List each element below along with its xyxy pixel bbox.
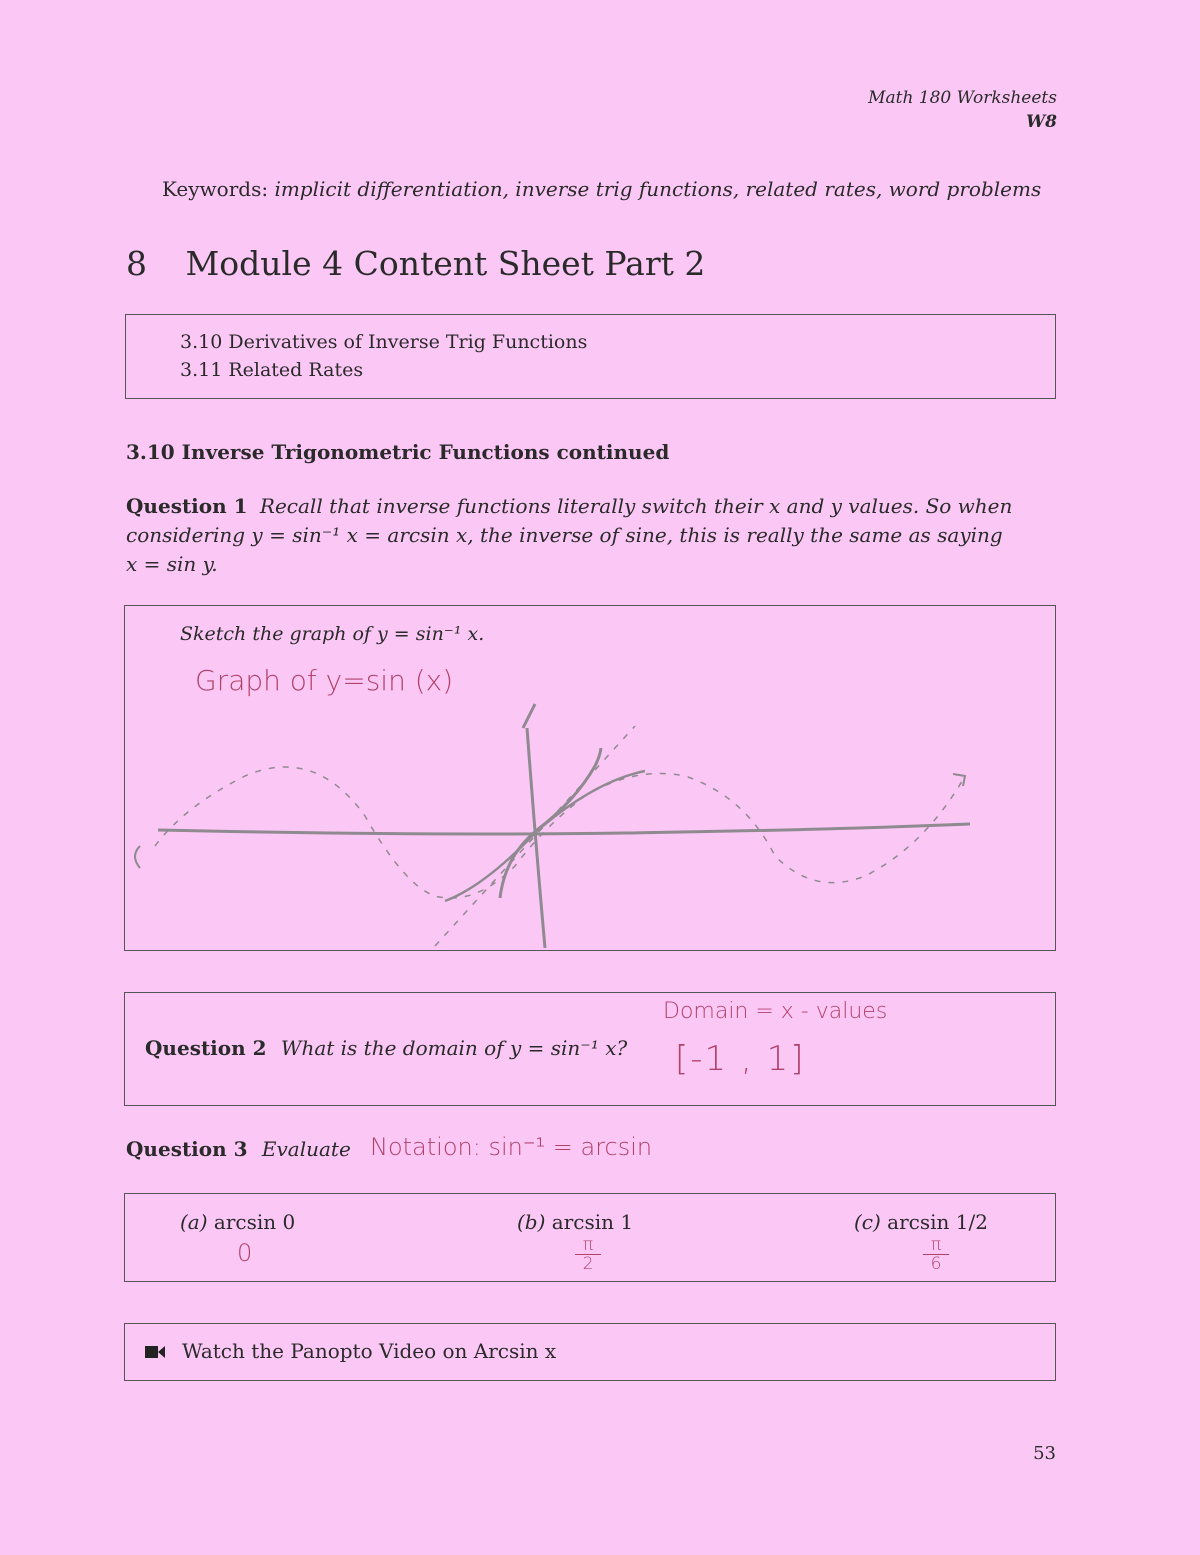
right-arrow-mark xyxy=(953,774,965,786)
question-3-parts-box xyxy=(124,1193,1056,1282)
question-2-box xyxy=(124,992,1056,1106)
keywords-label: Keywords: xyxy=(162,177,269,201)
worksheet-code: W8 xyxy=(1026,112,1057,132)
question-3-text: Evaluate xyxy=(261,1137,351,1161)
part-b-answer-num: π xyxy=(575,1236,601,1255)
part-b-answer xyxy=(575,1236,601,1273)
video-camera-icon xyxy=(145,1344,165,1360)
part-b-expr: arcsin 1 xyxy=(551,1210,634,1234)
part-c-answer-num: π xyxy=(923,1236,949,1255)
arcsin-curve xyxy=(500,748,601,898)
question-3 xyxy=(126,1137,351,1161)
question-2-note: Domain = x - values xyxy=(663,999,888,1024)
part-c-label: (c) xyxy=(854,1210,881,1234)
question-1-line-1 xyxy=(126,492,1056,521)
section-title-text: Module 4 Content Sheet Part 2 xyxy=(185,244,706,283)
arcsin-extension xyxy=(445,771,645,901)
keywords-text: implicit differentiation, inverse trig functions, related rates, word problems xyxy=(274,177,1042,201)
part-c-answer-den: 6 xyxy=(930,1254,942,1274)
question-3-note: Notation: sin⁻¹ = arcsin xyxy=(370,1133,653,1161)
sketch-box xyxy=(124,605,1056,951)
part-b-label: (b) xyxy=(517,1210,546,1234)
question-2-text: What is the domain of y = sin⁻¹ x? xyxy=(280,1036,628,1060)
contents-item: 3.10 Derivatives of Inverse Trig Functions xyxy=(180,331,588,353)
question-2-label: Question 2 xyxy=(145,1036,267,1060)
question-3-label: Question 3 xyxy=(126,1137,248,1161)
video-link-text[interactable]: Watch the Panopto Video on Arcsin x xyxy=(182,1339,557,1363)
course-header: Math 180 Worksheets xyxy=(868,88,1057,108)
question-2-answer: [-1 , 1] xyxy=(675,1039,806,1079)
x-axis xyxy=(158,824,970,834)
part-a-label: (a) xyxy=(180,1210,208,1234)
part-b xyxy=(517,1210,633,1234)
part-b-answer-den: 2 xyxy=(582,1254,594,1274)
question-1-text-2: considering y = sin⁻¹ x = arcsin x, the inverse of sine, this is really the same as saying xyxy=(126,523,1003,547)
sketch-handwritten-title: Graph of y=sin (x) xyxy=(195,664,454,697)
part-a-answer: 0 xyxy=(237,1239,253,1267)
part-a xyxy=(180,1210,295,1234)
video-box[interactable] xyxy=(124,1323,1056,1381)
sketch-graph xyxy=(125,606,1055,950)
part-c-expr: arcsin 1/2 xyxy=(887,1210,988,1234)
left-arrow-mark xyxy=(135,846,140,868)
question-1-label: Question 1 xyxy=(126,494,248,518)
sketch-prompt: Sketch the graph of y = sin⁻¹ x. xyxy=(180,623,485,645)
part-a-expr: arcsin 0 xyxy=(213,1210,296,1234)
question-1-text-1: Recall that inverse functions literally switch their x and y values. So when xyxy=(259,494,1013,518)
question-1 xyxy=(126,492,1056,579)
section-number: 8 xyxy=(126,244,147,283)
page-number: 53 xyxy=(1033,1443,1056,1464)
question-1-text-3: x = sin y. xyxy=(126,552,218,576)
keywords-line xyxy=(162,177,1041,201)
contents-box xyxy=(125,314,1056,399)
section-title xyxy=(126,244,705,283)
contents-item: 3.11 Related Rates xyxy=(180,359,364,381)
part-c xyxy=(854,1210,988,1234)
part-c-answer xyxy=(923,1236,949,1273)
question-2 xyxy=(145,1036,627,1060)
subsection-heading: 3.10 Inverse Trigonometric Functions continued xyxy=(126,440,670,464)
